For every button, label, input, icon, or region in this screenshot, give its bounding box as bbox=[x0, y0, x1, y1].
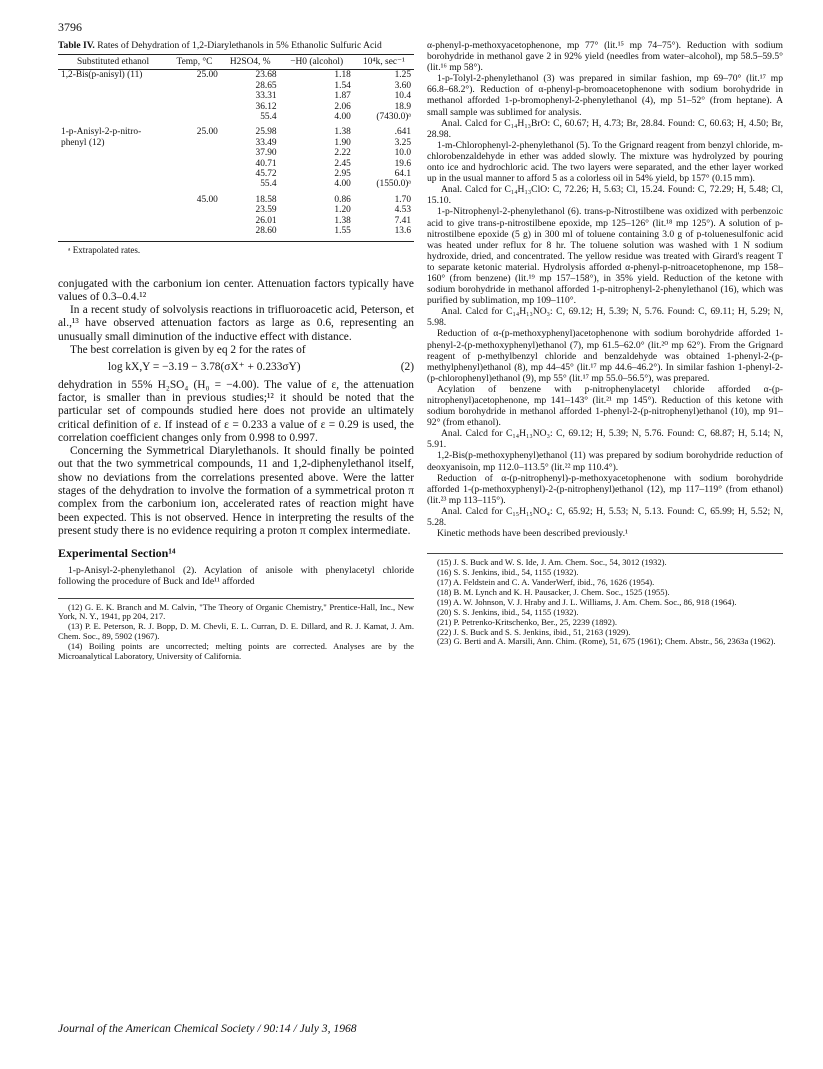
table-cell: 3.25 bbox=[394, 137, 411, 148]
table-cell: 1.55 bbox=[280, 226, 354, 241]
reference: (19) A. W. Johnson, V. J. Hraby and J. L. Williams, J. Am. Chem. Soc., 86, 918 (1964). bbox=[437, 596, 737, 607]
paragraph: Reduction of α-(p-nitrophenyl)-p-methoxyacetophenone with sodium borohydride afforded 1-(p-methoxyphenyl)-2-(p-nitrophenyl)ethanol (12), mp 117–119° (from ethanol) (lit.²³ mp 113–115°). bbox=[427, 472, 783, 506]
table-row bbox=[58, 122, 414, 137]
equation-number: (2) bbox=[400, 361, 414, 374]
paragraph: 1-p-Anisyl-2-phenylethanol (2). Acylation of anisole with phenylacetyl chloride following the procedure of Buck and Ide¹¹ afforded bbox=[58, 565, 414, 588]
paragraph: dehydration in 55% H₂SO₄ (H₀ = −4.00). The value of ε, the attenuation factor, is smaller than in previous studies;¹² it should be noted that the particular set of compounds studied here does not provide an ultimately critical definition of ε. If instead of ε = 0.233 a value of ε = 0.29 is used, the correlation coefficient changes only from 0.998 to 0.997. bbox=[58, 378, 414, 444]
table-cell bbox=[58, 179, 168, 189]
table-cell bbox=[168, 138, 221, 148]
reference: (23) G. Berti and A. Marsili, Ann. Chim. (Rome), 51, 675 (1961); Chem. Abstr., 56, 2363a (1962). bbox=[437, 636, 776, 647]
header-h0: −H0 (alcohol) bbox=[280, 55, 354, 70]
table-cell bbox=[58, 169, 168, 179]
table-cell: 2.22 bbox=[334, 148, 351, 159]
table-cell bbox=[168, 226, 221, 241]
reference: (17) A. Feldstein and C. A. VanderWerf, ibid., 76, 1626 (1954). bbox=[437, 577, 655, 588]
table-cell: 2.45 bbox=[334, 158, 351, 169]
table-cell: 4.00 bbox=[334, 112, 351, 123]
rates-table bbox=[58, 54, 414, 242]
header-h2so4: H2SO4, % bbox=[221, 55, 280, 70]
table-cell: 2.95 bbox=[334, 169, 351, 180]
paragraph: conjugated with the carbonium ion center. Attenuation factors typically have values of 0.3–0.4.¹² bbox=[58, 277, 414, 303]
table-cell: 19.6 bbox=[394, 158, 411, 169]
paragraph: 1-p-Nitrophenyl-2-phenylethanol (6). trans-p-Nitrostilbene was oxidized with perbenzoic acid to give trans-p-nitrostilbene epoxide, mp 125–126° (lit.¹⁸ mp 125°). A solution of p-nitrostilbene epoxide (5 g) in 300 ml of toluene containing 3.0 g of p-toluenesulfonic acid was heated under reflux for 8 hr. The toluene solution was washed with 1 N sodium hydroxide, dried, and concentrated. The yellow residue was treated with Girard's reagent T to separate ketonic material. Hydrolysis afforded α-phenyl-p-nitroacetophenone, mp 158–160° (from benzene) (lit.¹⁹ mp 157–158°), in 35% yield. Reduction of the ketone with sodium borohydride in methanol afforded 1-p-nitrophenyl-2-phenylethanol (16), which was purified by sublimation, mp 109–110°. bbox=[427, 206, 783, 307]
table-row bbox=[58, 226, 414, 241]
paragraph: The best correlation is given by eq 2 for the rates of bbox=[70, 344, 306, 357]
table-cell: 1.70 bbox=[394, 194, 411, 205]
header-temp: Temp, °C bbox=[168, 55, 221, 70]
table-caption-text: Rates of Dehydration of 1,2-Diarylethanols in 5% Ethanolic Sulfuric Acid bbox=[97, 40, 382, 51]
table-cell: 55.4 bbox=[260, 112, 277, 123]
right-experimental-text bbox=[427, 40, 783, 539]
table-cell: 23.59 bbox=[255, 205, 277, 216]
table-cell: .641 bbox=[394, 127, 411, 138]
table-footnote: ᵃ Extrapolated rates. bbox=[68, 244, 141, 255]
table-cell: 40.71 bbox=[255, 158, 277, 169]
rates-table-body bbox=[58, 70, 414, 241]
table-cell: 45.00 bbox=[196, 194, 218, 205]
left-column bbox=[58, 40, 414, 662]
table-cell bbox=[168, 112, 221, 122]
table-cell bbox=[58, 102, 168, 112]
table-cell: (1550.0)ᵃ bbox=[376, 179, 411, 190]
table-cell bbox=[58, 226, 168, 241]
table-cell: 25.98 bbox=[255, 127, 277, 138]
equation-text: log kX,Y = −3.19 − 3.78(σX⁺ + 0.233σY) bbox=[108, 361, 301, 374]
paragraph: In a recent study of solvolysis reactions in trifluoroacetic acid, Peterson, et al.,¹³ have observed attenuation factors as large as 0.6, representing an unusually small diminution of the inductive effect with distance. bbox=[58, 304, 414, 343]
table-cell bbox=[168, 216, 221, 226]
table-cell: 18.58 bbox=[255, 194, 277, 205]
table-cell bbox=[168, 81, 221, 91]
journal-footer: Journal of the American Chemical Society / 90:14 / July 3, 1968 bbox=[58, 1022, 357, 1035]
reference: (20) S. S. Jenkins, ibid., 54, 1155 (1932). bbox=[437, 606, 579, 617]
table-cell: 2.06 bbox=[334, 101, 351, 112]
footnote: (13) P. E. Peterson, R. J. Bopp, D. M. Chevli, E. L. Curran, D. E. Dillard, and R. J. Kamat, J. Am. Chem. Soc., 89, 5902 (1967). bbox=[58, 621, 414, 642]
reference: (15) J. S. Buck and W. S. Ide, J. Am. Chem. Soc., 54, 3012 (1932). bbox=[437, 557, 667, 568]
table-cell: 64.1 bbox=[394, 169, 411, 180]
analysis: Anal. Calcd for C₁₅H₁₅NO₄: C, 65.92; H, 5.53; N, 5.13. Found: C, 65.99; H, 5.52; N, 5.28. bbox=[427, 505, 783, 529]
paragraph: Kinetic methods have been described previously.¹ bbox=[437, 528, 628, 540]
table-cell bbox=[58, 216, 168, 226]
table-cell bbox=[168, 169, 221, 179]
left-body-text bbox=[58, 278, 414, 539]
table-cell: 45.72 bbox=[255, 169, 277, 180]
paragraph: 1-m-Chlorophenyl-2-phenylethanol (5). To the Grignard reagent from benzyl chloride, m-chlorobenzaldehyde in ether was added slowly. The mixture was hydrolyzed by pouring onto ice and hydrochloric acid. The two layers were separated, and the ether layer worked up in the usual manner to afford 5 as a colorless oil in 54% yield, bp 157° (0.15 mm). bbox=[427, 139, 783, 185]
table-cell bbox=[58, 148, 168, 158]
table-row bbox=[58, 190, 414, 205]
paragraph: Reduction of α-(p-methoxyphenyl)acetophenone with sodium borohydride afforded 1-phenyl-2-(p-methoxyphenyl)ethanol (7), mp 61.5–62.0° (lit.²⁰ mp 62°). From the Grignard reagent of p-methylbenzyl chloride and benzaldehyde was obtained 1-phenyl-2-(p-methylphenyl)ethanol (8), mp 44–45° (lit.¹⁷ mp 44.6–46.2°). In similar fashion 1-phenyl-2-(p-chlorophenyl)ethanol (9), mp 55° (lit.¹⁷ mp 55.0–56.5°), was prepared. bbox=[427, 328, 783, 384]
reference: (18) B. M. Lynch and K. H. Pausacker, J. Chem. Soc., 1525 (1955). bbox=[437, 586, 670, 597]
table-cell bbox=[168, 148, 221, 158]
table-cell bbox=[168, 179, 221, 189]
analysis: Anal. Calcd for C₁₄H₁₃ClO: C, 72.26; H, 5.63; Cl, 15.24. Found: C, 72.29; H, 5.48; Cl, 15.10. bbox=[427, 184, 783, 207]
table-caption-label: Table IV. bbox=[58, 40, 95, 51]
table-cell bbox=[58, 159, 168, 169]
table-cell: 4.53 bbox=[394, 205, 411, 216]
table-cell: 33.49 bbox=[255, 137, 277, 148]
footnote: (14) Boiling points are uncorrected; melting points are corrected. Analyses are by the Microanalytical Laboratory, University of California. bbox=[58, 641, 414, 662]
table-cell: 28.65 bbox=[255, 80, 277, 91]
table-row bbox=[58, 70, 414, 81]
table-cell: 1.38 bbox=[334, 215, 351, 226]
paragraph: α-phenyl-p-methoxyacetophenone, mp 77° (lit.¹⁵ mp 74–75°). Reduction with sodium borohydride in methanol gave 2 in 92% yield (needles from water–alcohol), mp 58.5–59.5° (lit.¹⁶ mp 58°). bbox=[427, 40, 783, 74]
table-cell: 7.41 bbox=[394, 215, 411, 226]
right-references bbox=[427, 553, 783, 647]
table-row bbox=[58, 159, 414, 169]
table-cell bbox=[168, 91, 221, 101]
table-cell bbox=[58, 81, 168, 91]
left-footnotes bbox=[58, 598, 414, 662]
table-cell: 10.0 bbox=[394, 148, 411, 159]
table-cell bbox=[168, 205, 221, 215]
table-cell: 1.90 bbox=[334, 137, 351, 148]
experimental-text bbox=[58, 565, 414, 587]
header-substituted-ethanol: Substituted ethanol bbox=[58, 55, 168, 70]
table-row bbox=[58, 148, 414, 158]
table-cell: 1.25 bbox=[394, 70, 411, 81]
table-cell: 1.20 bbox=[334, 205, 351, 216]
table-cell: 25.00 bbox=[196, 127, 218, 138]
table-cell bbox=[58, 91, 168, 101]
table-row bbox=[58, 205, 414, 215]
table-row bbox=[58, 81, 414, 91]
table-row bbox=[58, 112, 414, 122]
table-row bbox=[58, 179, 414, 189]
right-column bbox=[427, 40, 783, 647]
table-cell bbox=[168, 102, 221, 112]
table-cell: 28.60 bbox=[221, 226, 280, 241]
table-row bbox=[58, 91, 414, 101]
table-cell: 4.00 bbox=[334, 179, 351, 190]
table-cell bbox=[58, 112, 168, 122]
table-cell: (7430.0)ᵃ bbox=[376, 112, 411, 123]
table-cell bbox=[168, 159, 221, 169]
table-cell: 33.31 bbox=[255, 91, 277, 102]
paragraph: 1,2-Bis(p-methoxyphenyl)ethanol (11) was prepared by sodium borohydride reduction of deoxyanisoin, mp 112.0–113.5° (lit.²² mp 110.4°). bbox=[427, 450, 783, 473]
paragraph: Acylation of benzene with p-nitrophenylacetyl chloride afforded α-(p-nitrophenyl)acetophenone, mp 141–143° (lit.²¹ mp 145°). Reduction of this ketone with sodium borohydride in methanol afforded 1-phenyl-2-(p-nitrophenyl)ethanol (10), mp 91–92° (from ethanol). bbox=[427, 383, 783, 429]
equation-2 bbox=[58, 357, 414, 378]
table-caption bbox=[58, 40, 414, 51]
table-row bbox=[58, 102, 414, 112]
analysis: Anal. Calcd for C₁₄H₁₃NO₃: C, 69.12; H, 5.39; N, 5.76. Found: C, 69.11; H, 5.29; N, 5.98. bbox=[427, 306, 783, 329]
paragraph: Concerning the Symmetrical Diarylethanols. It should finally be pointed out that the two symmetrical compounds, 11 and 1,2-diphenylethanol itself, show no deviations from the correlations presented above. Were the latter stages of the dehydration to involve the formation of a symmetrical proton π complex from the carbonium ion, accelerated rates of reaction might have been expected. This is not observed. Hence in interpreting the results of the present study there is no evidence requiring a proton π complex intermediate. bbox=[58, 445, 414, 537]
table-cell: 25.00 bbox=[196, 70, 218, 81]
analysis: Anal. Calcd for C₁₄H₁₃BrO: C, 60.67; H, 4.73; Br, 28.84. Found: C, 60.63; H, 4.50; Br, 28.98. bbox=[427, 117, 783, 140]
table-cell: 26.01 bbox=[255, 215, 277, 226]
table-cell: phenyl (12) bbox=[61, 137, 105, 148]
table-header-row bbox=[58, 55, 414, 70]
table-cell: 10.4 bbox=[394, 91, 411, 102]
table-cell: 1.54 bbox=[334, 80, 351, 91]
reference: (16) S. S. Jenkins, ibid., 54, 1155 (1932). bbox=[437, 567, 579, 578]
table-row bbox=[58, 138, 414, 148]
table-cell bbox=[58, 205, 168, 215]
reference: (21) P. Petrenko-Kritschenko, Ber., 25, 2239 (1892). bbox=[437, 616, 617, 627]
table-cell: 55.4 bbox=[260, 179, 277, 190]
table-cell: 1.38 bbox=[334, 127, 351, 138]
reference: (22) J. S. Buck and S. S. Jenkins, ibid., 51, 2163 (1929). bbox=[437, 626, 631, 637]
table-cell: 1-p-Anisyl-2-p-nitro- bbox=[61, 127, 142, 138]
table-row bbox=[58, 216, 414, 226]
experimental-heading: Experimental Section¹⁴ bbox=[58, 546, 176, 561]
table-cell bbox=[58, 190, 168, 205]
table-cell: 0.86 bbox=[334, 194, 351, 205]
table-cell: 3.60 bbox=[394, 80, 411, 91]
table-cell: 1.18 bbox=[334, 70, 351, 81]
table-cell: 36.12 bbox=[255, 101, 277, 112]
paragraph: 1-p-Tolyl-2-phenylethanol (3) was prepared in similar fashion, mp 69–70° (lit.¹⁷ mp 66.8–68.2°). Reduction of α-phenyl-p-bromoacetophenone with sodium borohydride in methanol afforded 1-p-bromophenyl-2-phenylethanol (4), mp 51–52° (from heptane). A small sample was sublimed for analysis. bbox=[427, 73, 783, 118]
table-cell: 37.90 bbox=[255, 148, 277, 159]
table-cell: 23.68 bbox=[255, 70, 277, 81]
footnote: (12) G. E. K. Branch and M. Calvin, "The Theory of Organic Chemistry," Prentice-Hall, Inc., New York, N. Y., 1941, pp 204, 217. bbox=[58, 601, 414, 622]
table-row bbox=[58, 169, 414, 179]
table-cell: 1.87 bbox=[334, 91, 351, 102]
table-cell: 18.9 bbox=[394, 101, 411, 112]
table-cell: 1,2-Bis(p-anisyl) (11) bbox=[61, 70, 143, 81]
table-cell: 13.6 bbox=[354, 226, 414, 241]
analysis: Anal. Calcd for C₁₄H₁₃NO₃: C, 69.12; H, 5.39; N, 5.76. Found: C, 68.87; H, 5.14; N, 5.91. bbox=[427, 428, 783, 451]
header-rate: 10⁴k, sec⁻¹ bbox=[354, 55, 414, 70]
page-number: 3796 bbox=[58, 20, 82, 34]
